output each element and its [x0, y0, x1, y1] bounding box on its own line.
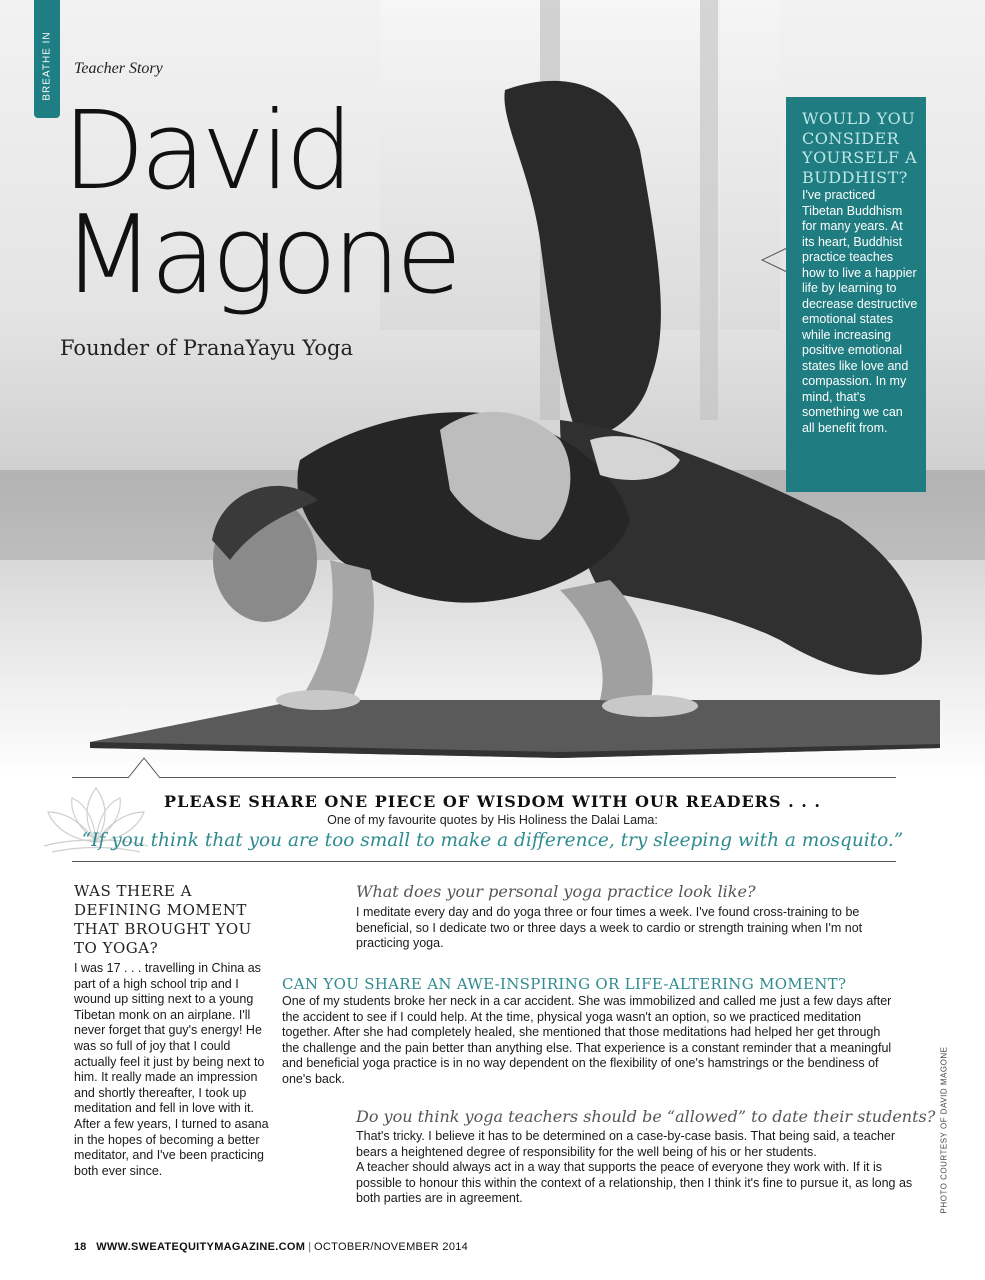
page-footer	[74, 1241, 468, 1253]
page-title	[62, 89, 492, 318]
callout-question: WOULD YOU CONSIDER YOURSELF A BUDDHIST?	[802, 109, 918, 187]
callout-pointer-icon	[760, 230, 788, 290]
kicker: Teacher Story	[74, 60, 163, 77]
section-tab	[34, 0, 60, 118]
dating-answer-paragraph-1: That's tricky. I believe it has to be determined on a case-by-case basis. That being said, a teacher bears a heightened degree of responsibility for the well being of his or her students.	[356, 1129, 896, 1159]
practice-question: What does your personal yoga practice look like?	[356, 882, 756, 901]
issue-date: OCTOBER/NOVEMBER 2014	[314, 1241, 469, 1253]
divider-top	[72, 777, 896, 778]
notch-icon	[128, 757, 160, 779]
dating-answer	[356, 1129, 916, 1207]
awe-moment-question: CAN YOU SHARE AN AWE-INSPIRING OR LIFE-ALTERING MOMENT?	[282, 975, 847, 993]
website-link[interactable]: WWW.SWEATEQUITYMAGAZINE.COM	[96, 1241, 306, 1253]
dating-answer-paragraph-2: A teacher should always act in a way that supports the peace of everyone they work with. If it is possible to honour this within the context of a relationship, then I think it's fine to pursue it, as long as both parties are in agreement.	[356, 1160, 913, 1206]
awe-moment-answer: One of my students broke her neck in a car accident. She was immobilized and called me just a few days after the accident to see if I could help. At the time, physical yoga wasn't an option, so we practiced meditation together. After she had completely healed, she mentioned that those meditations had helped her get through the challenge and the pain better than anything else. That experience is a constant reminder that a meaningful and beneficial yoga practice is in no way dependent on the flexibility of one's hamstrings or the bendiness of one's back.	[282, 994, 892, 1086]
wisdom-intro: One of my favourite quotes by His Holiness the Dalai Lama:	[327, 813, 658, 827]
dating-question: Do you think yoga teachers should be “allowed” to date their students?	[356, 1107, 936, 1126]
divider-bottom	[72, 861, 896, 862]
page-number: 18	[74, 1241, 87, 1253]
callout-answer: I've practiced Tibetan Buddhism for many years. At its heart, Buddhist practice teaches how to live a happier life by learning to decrease destructive emotional states while increasing positive emotional states like love and compassion. In my mind, that's something we can all benefit from.	[802, 188, 918, 435]
practice-answer: I meditate every day and do yoga three or four times a week. I've found cross-training to be beneficial, so I dedicate two or three days a week to cardio or strength training when I'm not practicing yoga.	[356, 905, 863, 951]
subtitle: Founder of PranaYayu Yoga	[60, 336, 353, 360]
defining-moment-answer: I was 17 . . . travelling in China as part of a high school trip and I wound up sitting next to a young Tibetan monk on an airplane. I'll never forget that guy's energy! He was so full of joy that I could actually feel it just by being next to him. It really made an impression and shortly thereafter, I took up meditation and fell in love with it. After a few years, I turned to asana in the hopes of becoming a better meditator, and I've been practicing both ever since.	[74, 961, 269, 1178]
defining-moment-question: WAS THERE A DEFINING MOMENT THAT BROUGHT YOU TO YOGA?	[74, 882, 252, 957]
title-last-name: Magone	[62, 193, 458, 318]
callout-box	[786, 97, 926, 492]
wisdom-quote: “If you think that you are too small to make a difference, try sleeping with a mosquito.”	[81, 830, 904, 851]
title-first-name: David	[62, 89, 349, 214]
wisdom-heading: PLEASE SHARE ONE PIECE OF WISDOM WITH OUR READERS . . .	[164, 792, 821, 811]
footer-separator: |	[308, 1241, 312, 1253]
section-tab-label: BREATHE IN	[41, 31, 53, 101]
photo-credit: PHOTO COURTESY OF DAVID MAGONE	[939, 1046, 949, 1214]
